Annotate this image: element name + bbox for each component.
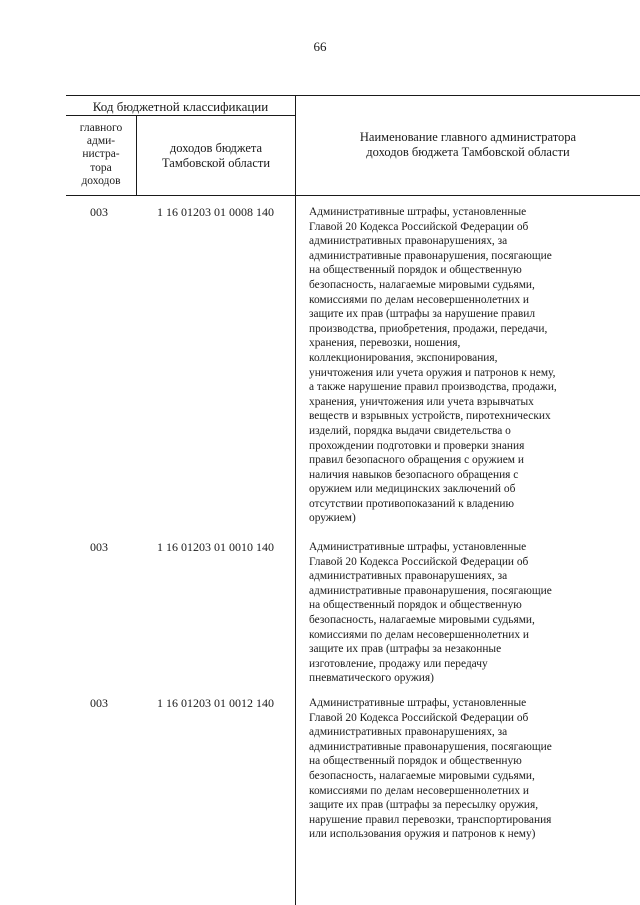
column-header-admin [66, 122, 136, 188]
header-bottom-rule [66, 195, 640, 196]
name-line: безопасность, налагаемые мировыми судьями, [309, 278, 535, 291]
row-2-budget-code: 1 16 01203 01 0010 140 [157, 540, 274, 554]
name-line: изделий, порядка выдачи свидетельства о [309, 424, 511, 437]
name-line: уничтожения или учета оружия и патронов к нему, [309, 366, 556, 379]
row-3-admin-code: 003 [90, 696, 108, 710]
name-line: наличия навыков безопасного обращения с [309, 468, 519, 481]
row-1-admin-code: 003 [90, 205, 108, 219]
page-number: 66 [313, 39, 327, 54]
name-line: оружием или медицинских заключений об [309, 483, 516, 496]
column-header-admin-line: нистра- [82, 148, 120, 161]
name-line: на общественный порядок и общественную [309, 599, 522, 612]
column-header-income-line: Тамбовской области [161, 156, 271, 170]
name-line: или использования оружия и патронов к нему) [309, 828, 536, 841]
name-line: защите их прав (штрафы за незаконные [309, 643, 502, 656]
name-line: комиссиями по делам несовершеннолетних и [309, 628, 529, 641]
column-header-income-line: доходов бюджета [169, 141, 263, 155]
name-line: административные правонарушения, посягающие [309, 740, 552, 753]
name-line: производства, приобретения, продажи, передачи, [309, 322, 548, 335]
name-line: Главой 20 Кодекса Российской Федерации об [309, 555, 529, 568]
row-2-admin-code: 003 [90, 540, 108, 554]
name-line: комиссиями по делам несовершеннолетних и [309, 293, 529, 306]
name-line: а также нарушение правил производства, продажи, [309, 381, 557, 394]
name-line: административных правонарушениях, за [309, 235, 508, 248]
row-1-budget-code: 1 16 01203 01 0008 140 [157, 205, 274, 219]
name-line: административных правонарушениях, за [309, 570, 508, 583]
name-line: прохождении подготовки и проверки знания [309, 439, 525, 452]
name-line: пневматического оружия) [309, 672, 434, 685]
name-line: административных правонарушениях, за [309, 726, 508, 739]
name-line: Главой 20 Кодекса Российской Федерации об [309, 711, 529, 724]
name-line: Административные штрафы, установленные [309, 697, 527, 709]
column-divider-name [295, 95, 296, 905]
name-line: оружием) [309, 512, 356, 525]
name-line: на общественный порядок и общественную [309, 264, 522, 277]
column-header-admin-line: доходов [81, 174, 121, 187]
column-header-name [296, 130, 640, 160]
name-line: комиссиями по делам несовершеннолетних и [309, 784, 529, 797]
column-header-name-line: Наименование главного администратора [359, 130, 577, 144]
group-header-title: Код бюджетной классификации [92, 99, 269, 114]
row-3-admin-name [309, 696, 591, 842]
row-3-budget-code: 1 16 01203 01 0012 140 [157, 696, 274, 710]
name-line: на общественный порядок и общественную [309, 755, 522, 768]
name-line: Административные штрафы, установленные [309, 206, 527, 218]
name-line: Административные штрафы, установленные [309, 541, 527, 553]
name-line: безопасность, налагаемые мировыми судьями, [309, 769, 535, 782]
name-line: правил безопасного обращения с оружием и [309, 454, 524, 467]
name-line: защите их прав (штрафы за нарушение правил [309, 308, 536, 321]
column-header-income [137, 141, 295, 171]
name-line: изготовление, продажу или передачу [309, 657, 488, 670]
row-2-admin-name [309, 540, 591, 686]
name-line: нарушение правил перевозки, транспортирования [309, 813, 552, 826]
name-line: веществ и взрывных устройств, пиротехнических [309, 410, 551, 423]
name-line: Главой 20 Кодекса Российской Федерации об [309, 220, 529, 233]
group-header-rule [66, 115, 295, 116]
column-header-admin-line: адми- [86, 135, 116, 148]
column-header-name-line: доходов бюджета Тамбовской области [366, 145, 570, 159]
name-line: административные правонарушения, посягающие [309, 249, 552, 262]
name-line: административные правонарушения, посягающие [309, 584, 552, 597]
name-line: безопасность, налагаемые мировыми судьями, [309, 613, 535, 626]
table-top-rule [66, 95, 640, 96]
column-header-admin-line: главного [79, 122, 123, 134]
row-1-admin-name [309, 205, 591, 526]
name-line: коллекционирования, экспонирования, [309, 351, 498, 364]
name-line: защите их прав (штрафы за пересылку оружия, [309, 799, 539, 812]
name-line: хранения, перевозки, ношения, [309, 337, 461, 350]
name-line: хранения, уничтожения или учета взрывчатых [309, 395, 534, 408]
column-header-admin-line: тора [90, 161, 112, 174]
name-line: отсутствии противопоказаний к владению [309, 497, 515, 510]
